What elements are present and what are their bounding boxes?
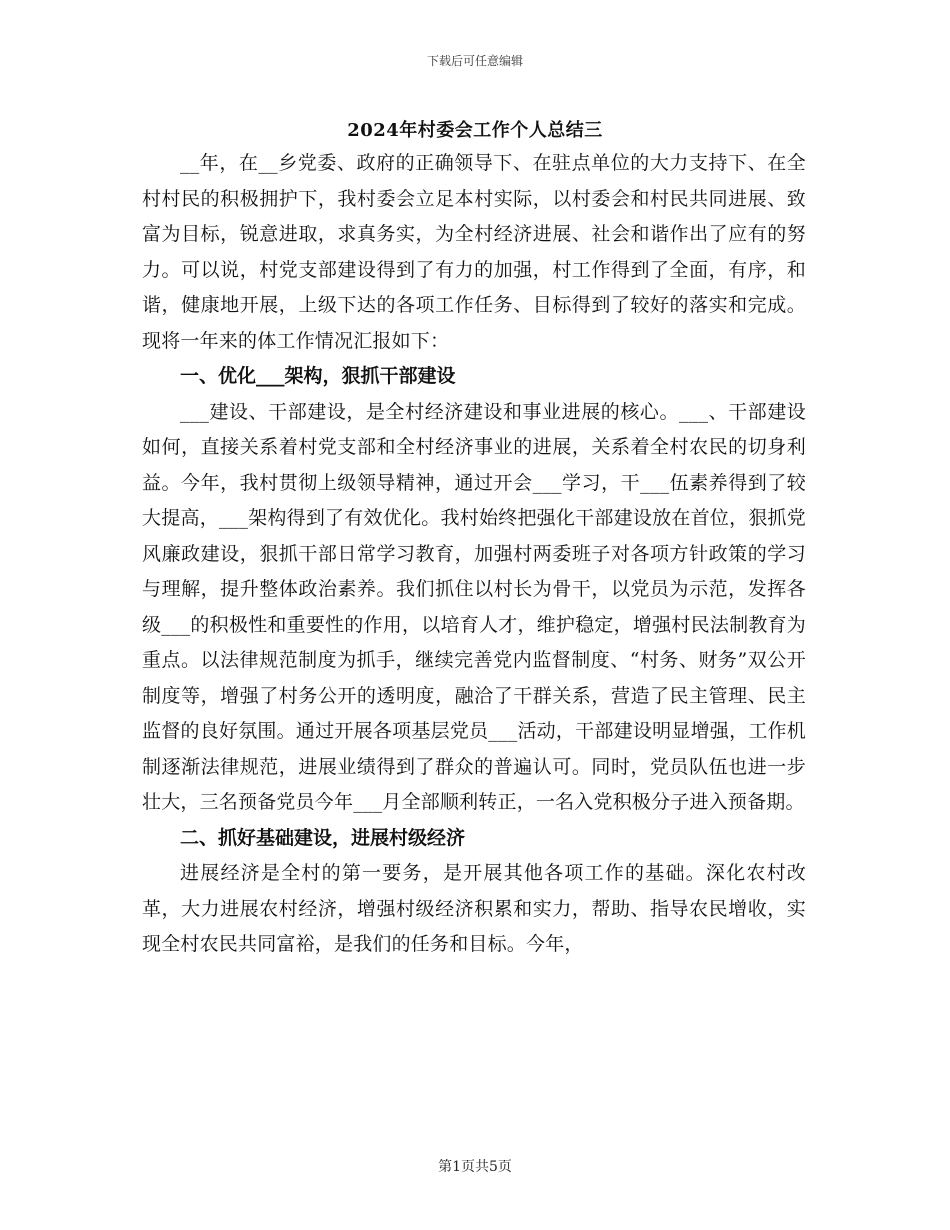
intro-paragraph: __年，在__乡党委、政府的正确领导下、在驻点单位的大力支持下、在全村村民的积极拥护下，我村委会立足本村实际，以村委会和村民共同进展、致富为目标，锐意进取，求真务实，为全村经济进展、社会和谐作出了应有的努力。可以说，村党支部建设得到了有力的加强，村工作得到了全面，有序，和谐，健康地开展，上级下达的各项工作任务、目标得到了较好的落实和完成。现将一年来的体工作情况汇报如下： [142, 152, 806, 352]
section-heading-2: 二、抓好基础建设，进展村级经济 [180, 826, 466, 849]
page-footer-pagination: 第1页共5页 [438, 1159, 512, 1175]
document-body [142, 146, 806, 963]
section-1-paragraph: ___建设、干部建设，是全村经济建设和事业进展的核心。___、干部建设如何，直接关系着村党支部和全村经济事业的进展，关系着全村农民的切身利益。今年，我村贯彻上级领导精神，通过开会___学习，干___伍素养得到了较大提高，___架构得到了有效优化。我村始终把强化干部建设放在首位，狠抓党风廉政建设，狠抓干部日常学习教育，加强村两委班子对各项方针政策的学习与理解，提升整体政治素养。我们抓住以村长为骨干，以党员为示范，发挥各级___的积极性和重要性的作用，以培育人才，维护稳定，增强村民法制教育为重点。以法律规范制度为抓手，继续完善党内监督制度、“村务、财务”双公开制度等，增强了村务公开的透明度，融洽了干群关系，营造了民主管理、民主监督的良好氛围。通过开展各项基层党员___活动，干部建设明显增强，工作机制逐渐法律规范，进展业绩得到了群众的普遍认可。同时，党员队伍也进一步壮大，三名预备党员今年___月全部顺利转正，一名入党积极分子进入预备期。 [142, 400, 806, 813]
document-title: 2024年村委会工作个人总结三 [347, 120, 603, 141]
section-2-paragraph: 进展经济是全村的第一要务，是开展其他各项工作的基础。深化农村改革，大力进展农村经济，增强村级经济积累和实力，帮助、指导农民增收，实现全村农民共同富裕，是我们的任务和目标。今年， [142, 862, 806, 955]
page-header-note: 下载后可任意编辑 [426, 54, 523, 68]
section-heading-1: 一、优化___架构，狠抓干部建设 [180, 365, 456, 387]
